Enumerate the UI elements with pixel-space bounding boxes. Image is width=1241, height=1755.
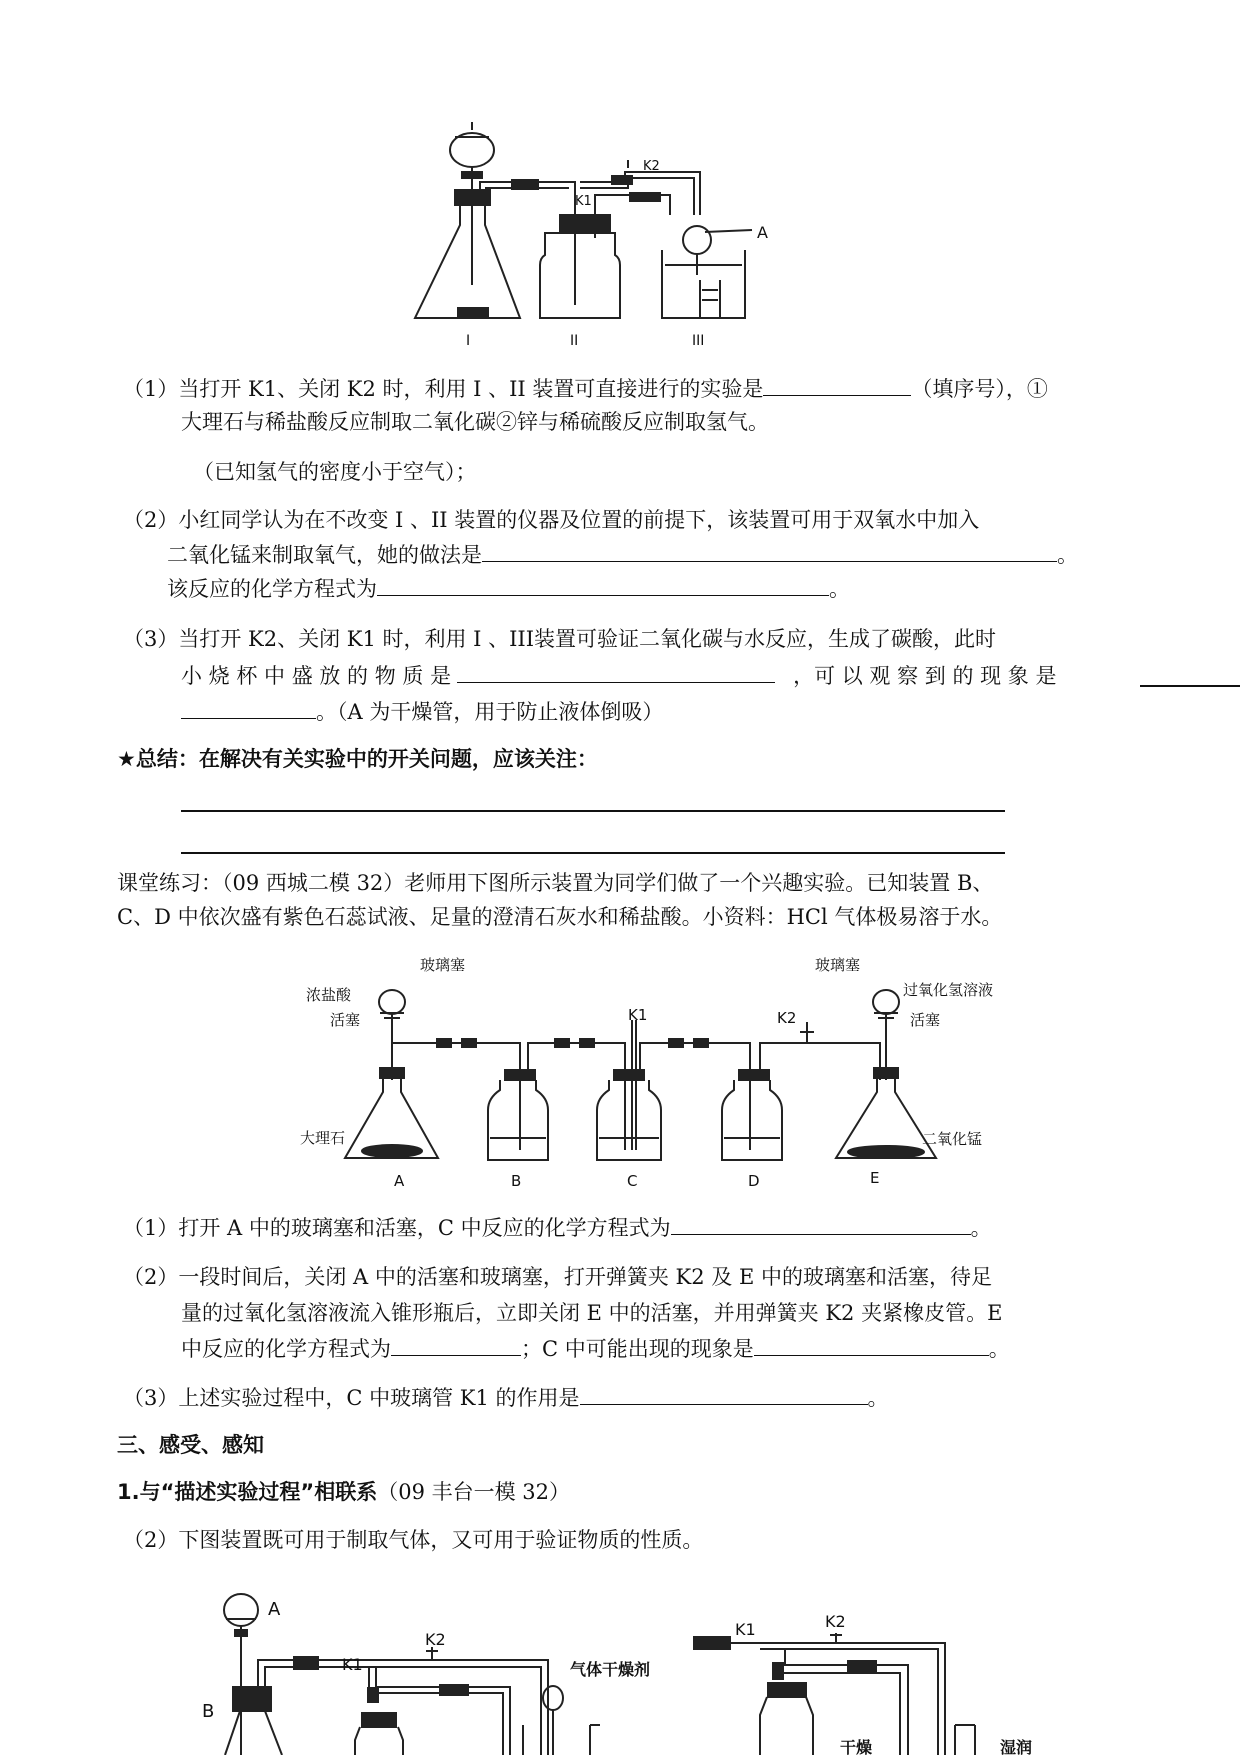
section3-heading: 三、感受、感知 <box>117 1433 264 1457</box>
glass-stopper-left-label: 玻璃塞 <box>420 956 466 974</box>
fig3-k1-left-label: K1 <box>342 1655 363 1674</box>
practice-intro-line1: 课堂练习：（09 西城二模 32）老师用下图所示装置为同学们做了一个兴趣实验。已知装置 B、 <box>117 871 994 895</box>
apparatus-figure-3 <box>0 1575 1241 1755</box>
label-b: B <box>511 1172 522 1190</box>
fig1-ii-label: II <box>570 333 579 349</box>
answer-blank[interactable] <box>580 1380 868 1405</box>
fig3-desiccant-label: 气体干燥剂 <box>570 1660 651 1679</box>
part1-q1-note: （已知氢气的密度小于空气）； <box>193 460 477 484</box>
label-e: E <box>870 1169 880 1187</box>
fig3-k2-right-label: K2 <box>825 1612 846 1631</box>
practice-q2-line2: 量的过氧化氢溶液流入锥形瓶后，立即关闭 E 中的活塞，并用弹簧夹 K2 夹紧橡皮管。E <box>181 1301 1003 1325</box>
part1-q3-line2 <box>181 658 1056 693</box>
section3-q2: （2）下图装置既可用于制取气体，又可用于验证物质的性质。 <box>123 1528 704 1552</box>
summary-answer-line-1[interactable] <box>181 810 1005 812</box>
part1-q3-line2-mid: ，可 以 观 察 到 的 现 象 是 <box>793 664 1057 688</box>
practice-q1 <box>123 1210 992 1245</box>
practice-q1-prefix: （1）打开 A 中的玻璃塞和活塞，C 中反应的化学方程式为 <box>123 1216 671 1240</box>
stopcock-right-label: 活塞 <box>910 1011 941 1029</box>
label-a: A <box>394 1172 405 1190</box>
answer-blank[interactable] <box>754 1331 989 1356</box>
answer-blank[interactable] <box>1140 685 1240 687</box>
label-c: C <box>627 1172 638 1190</box>
answer-blank[interactable] <box>181 694 316 719</box>
practice-q2-line3-mid: ；C 中可能出现的现象是 <box>521 1337 754 1361</box>
fig1-k2-label: K2 <box>643 159 660 174</box>
apparatus-figure-1 <box>0 0 1241 360</box>
fig1-a-label: A <box>757 223 768 242</box>
mno2-label: 二氧化锰 <box>922 1130 983 1148</box>
glass-stopper-right-label: 玻璃塞 <box>815 956 861 974</box>
part1-q2-line2-suffix: 。 <box>1057 543 1078 567</box>
answer-blank[interactable] <box>391 1331 521 1356</box>
practice-q2-line3 <box>181 1331 1010 1366</box>
part1-q1-prefix: （1）当打开 K1、关闭 K2 时，利用 I 、II 装置可直接进行的实验是 <box>123 377 764 401</box>
fig1-k1-label: K1 <box>575 194 592 209</box>
practice-q3-prefix: （3）上述实验过程中，C 中玻璃管 K1 的作用是 <box>123 1386 580 1410</box>
practice-q2-line1: （2）一段时间后，关闭 A 中的活塞和玻璃塞，打开弹簧夹 K2 及 E 中的玻璃塞和活塞，待足 <box>123 1265 992 1289</box>
apparatus-figure-2 <box>0 950 1241 1200</box>
fig1-i-label: I <box>466 333 471 349</box>
label-d: D <box>748 1172 760 1190</box>
part1-q1-line2: 大理石与稀盐酸反应制取二氧化碳②锌与稀硫酸反应制取氢气。 <box>181 410 769 434</box>
k1-label: K1 <box>628 1006 648 1024</box>
fig3-wet-label: 湿润 <box>1000 1738 1033 1755</box>
practice-q2-line3-suffix: 。 <box>988 1337 1010 1361</box>
fig3-k1-right-label: K1 <box>735 1620 756 1639</box>
section3-subheading <box>117 1475 570 1509</box>
fig3-dry-label: 干燥 <box>840 1738 873 1755</box>
practice-q3-suffix: 。 <box>867 1386 889 1410</box>
answer-blank[interactable] <box>482 537 1057 562</box>
part1-q2-line2 <box>167 537 1078 572</box>
fig3-a-label: A <box>268 1599 281 1620</box>
part1-q2-line3-suffix: 。 <box>829 577 850 601</box>
section3-sub-normal: （09 丰台一模 32） <box>377 1480 570 1504</box>
answer-blank[interactable] <box>763 371 911 396</box>
stopcock-left-label: 活塞 <box>330 1011 361 1029</box>
answer-blank[interactable] <box>377 571 829 596</box>
answer-blank[interactable] <box>671 1210 971 1235</box>
section3-sub-bold: 1.与“描述实验过程”相联系 <box>117 1480 378 1504</box>
k2-label: K2 <box>777 1009 797 1027</box>
fig1-iii-label: III <box>692 333 705 349</box>
conc-hcl-label: 浓盐酸 <box>306 986 352 1004</box>
part1-q3-line2-prefix: 小 烧 杯 中 盛 放 的 物 质 是 <box>181 664 452 688</box>
part1-q3-line1: （3）当打开 K2、关闭 K1 时，利用 I 、III装置可验证二氧化碳与水反应，生成了碳酸，此时 <box>123 627 997 651</box>
part1-q3-line3-suffix: 。（A 为干燥管，用于防止液体倒吸） <box>316 700 664 724</box>
part1-q2-line1: （2）小红同学认为在不改变 I 、II 装置的仪器及位置的前提下，该装置可用于双氧水中加入 <box>123 508 980 532</box>
marble-label: 大理石 <box>300 1129 346 1147</box>
h2o2-label: 过氧化氢溶液 <box>903 981 994 999</box>
part1-q2-line3 <box>167 571 850 606</box>
part1-q3-line3 <box>181 694 663 729</box>
part1-q1-suffix: （填序号），① <box>911 377 1048 401</box>
fig3-b-label: B <box>202 1701 215 1722</box>
summary-answer-line-2[interactable] <box>181 852 1005 854</box>
practice-intro-line2: C、D 中依次盛有紫色石蕊试液、足量的澄清石灰水和稀盐酸。小资料：HCl 气体极易溶于水。 <box>117 905 1003 929</box>
summary-title: ★总结：在解决有关实验中的开关问题，应该关注： <box>117 747 598 771</box>
practice-q3 <box>123 1380 889 1415</box>
practice-q1-suffix: 。 <box>970 1216 992 1240</box>
answer-blank[interactable] <box>457 658 775 683</box>
part1-q1-line1 <box>123 371 1048 406</box>
part1-q2-line3-prefix: 该反应的化学方程式为 <box>167 577 377 601</box>
fig3-k2-left-label: K2 <box>425 1630 446 1649</box>
practice-q2-line3-prefix: 中反应的化学方程式为 <box>181 1337 391 1361</box>
part1-q2-line2-prefix: 二氧化锰来制取氧气，她的做法是 <box>167 543 482 567</box>
